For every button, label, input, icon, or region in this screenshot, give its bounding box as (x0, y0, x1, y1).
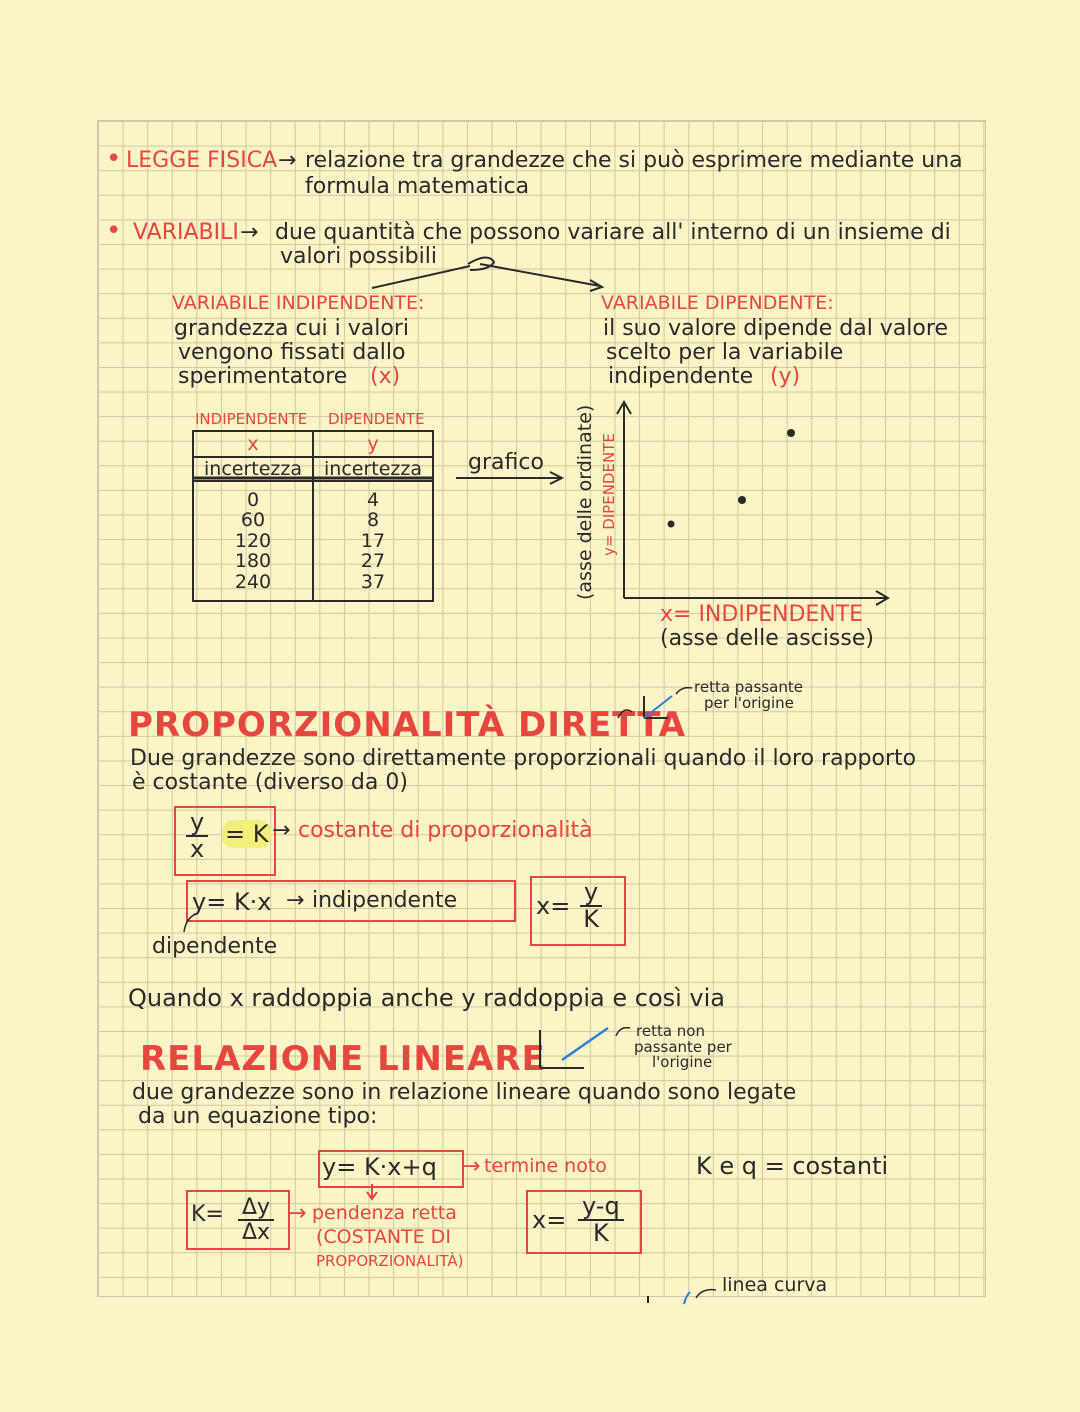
table-var-left: x (193, 431, 313, 457)
x-axis-sub: (asse delle ascisse) (660, 626, 874, 651)
data-point (787, 429, 795, 437)
arrow-glyph: → (278, 148, 297, 173)
table-cell: 27 (360, 550, 386, 573)
x-axis-label: x= INDIPENDENTE (660, 602, 864, 627)
variabili-title: VARIABILI (133, 220, 239, 245)
curve-note-arrow (696, 1290, 716, 1298)
table-cell: 8 (366, 509, 380, 532)
arrow-glyph: → (240, 220, 259, 245)
prop-note-arrow (676, 688, 692, 694)
table-unc-right: incertezza (313, 457, 433, 481)
table-head-right: DIPENDENTE (328, 410, 425, 428)
curve-label: linea curva (722, 1274, 828, 1296)
prop-def-1: Due grandezze sono direttamente proporzionali quando il loro rapporto (130, 746, 917, 771)
dep-title: VARIABILE DIPENDENTE: (601, 292, 834, 314)
slope-label-2: (COSTANTE DI (316, 1226, 451, 1248)
linear-inverse-den: K (592, 1219, 609, 1248)
linear-note-1: retta non (636, 1022, 705, 1040)
branch-arrow-right (480, 264, 600, 286)
table-cell: 0 (246, 488, 260, 511)
linear-mini-line (562, 1028, 608, 1060)
prop-mini-curl (618, 710, 632, 718)
table-unc-left: incertezza (193, 457, 313, 481)
data-point (668, 521, 675, 528)
ratio-num: y (186, 810, 208, 837)
dep-line1: il suo valore dipende dal valore (603, 316, 948, 341)
arrow-glyph: → (462, 1154, 481, 1179)
prop-note-2: per l'origine (704, 694, 794, 712)
constants-label: K e q = costanti (696, 1152, 889, 1180)
arrow-glyph: → (272, 818, 291, 843)
bullet-dot: • (106, 144, 122, 174)
variabili-line1: due quantità che possono variare all' interno di un insieme di (275, 220, 951, 245)
slope-num: Δy (238, 1196, 274, 1221)
inverse-num: y (580, 880, 602, 907)
y-axis-label: (asse delle ordinate) (574, 404, 596, 600)
ratio-den: x (190, 835, 205, 864)
variabili-line2: valori possibili (280, 244, 437, 269)
table-cell: 17 (360, 529, 386, 552)
slope-label-3: PROPORZIONALITÀ) (316, 1252, 464, 1270)
table-var-right: y (313, 431, 433, 457)
legge-fisica-line2: formula matematica (305, 174, 530, 199)
inverse-den: K (583, 905, 599, 934)
indep-line2: vengono fissati dallo (178, 340, 406, 365)
dep-symbol: (y) (770, 364, 801, 389)
linear-title: RELAZIONE LINEARE (140, 1039, 546, 1079)
data-point (738, 496, 746, 504)
dependent-label: dipendente (152, 934, 278, 959)
k-highlight: = K (222, 820, 271, 848)
table-cell: 120 (234, 529, 272, 552)
indep-symbol: (x) (370, 364, 401, 389)
linear-def-1: due grandezze sono in relazione lineare quando sono legate (132, 1080, 797, 1105)
dep-line3: indipendente (608, 364, 754, 389)
table-cell: 180 (234, 550, 272, 573)
table-cell: 37 (360, 570, 386, 593)
graph-arrow-label: grafico (468, 450, 544, 475)
table-head-left: INDIPENDENTE (195, 410, 308, 428)
legge-fisica-title: LEGGE FISICA (126, 148, 278, 173)
y-axis-sub: y= DIPENDENTE (600, 433, 618, 556)
bullet-dot: • (106, 216, 122, 246)
prop-mini-line (644, 696, 672, 718)
linear-formula: y= K·x+q (322, 1153, 437, 1181)
indep-line1: grandezza cui i valori (174, 316, 409, 341)
dep-line2: scelto per la variabile (606, 340, 844, 365)
linear-inverse-lhs: x= (532, 1206, 567, 1234)
table-cell: 60 (240, 509, 266, 532)
formula-indep: indipendente (312, 888, 458, 913)
prop-note-1: retta passante (694, 678, 803, 696)
prop-def-2: è costante (diverso da 0) (132, 770, 408, 795)
linear-def-2: da un equazione tipo: (138, 1104, 378, 1129)
table-cell: 4 (366, 488, 380, 511)
slope-lhs: K= (191, 1202, 224, 1227)
const-label: costante di proporzionalità (298, 818, 593, 843)
legge-fisica-line1: relazione tra grandezze che si può esprimere mediante una (305, 148, 963, 173)
linear-note-arrow (616, 1028, 630, 1036)
known-term: termine noto (484, 1155, 607, 1177)
dependent-arrow (184, 914, 196, 932)
inverse-lhs: x= (536, 892, 571, 920)
linear-note-2: passante per (634, 1038, 732, 1056)
curve-mini-line (684, 1292, 690, 1304)
linear-inverse-num: y-q (578, 1194, 624, 1221)
arrow-glyph: → (286, 888, 305, 913)
slope-label-1: pendenza retta (312, 1202, 457, 1224)
indep-line3: sperimentatore (178, 364, 348, 389)
arrow-glyph: → (288, 1201, 307, 1226)
indep-title: VARIABILE INDIPENDENTE: (172, 292, 425, 314)
slope-den: Δx (242, 1220, 271, 1246)
table-cell: 240 (234, 570, 272, 593)
prop-title: PROPORZIONALITÀ DIRETTA (128, 705, 687, 745)
branch-arrow-left (372, 266, 470, 288)
prop-formula: y= K·x (192, 888, 272, 916)
doubling-text: Quando x raddoppia anche y raddoppia e così via (128, 984, 725, 1012)
linear-note-3: l'origine (652, 1053, 713, 1071)
